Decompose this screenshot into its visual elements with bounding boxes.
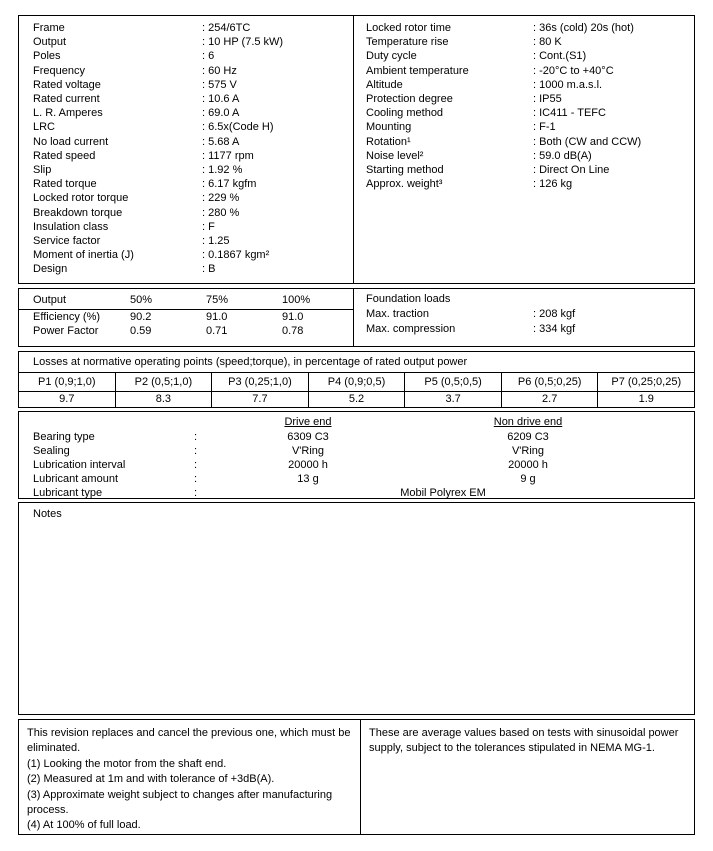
bearing-label: Bearing type <box>33 431 95 443</box>
spec-value: : 36s (cold) 20s (hot) <box>533 22 634 34</box>
performance-header-cell: 100% <box>282 294 311 306</box>
foundation-row <box>366 322 694 337</box>
bearing-row <box>19 444 694 458</box>
spec-label: Rated torque <box>33 178 97 191</box>
losses-value-cell: 7.7 <box>212 392 309 407</box>
spec-value: : F <box>202 220 215 233</box>
bearing-header-spacer <box>194 415 223 430</box>
losses-value-cell: 2.7 <box>502 392 599 407</box>
losses-value-cell: 9.7 <box>19 392 116 407</box>
performance-row <box>19 310 353 324</box>
spec-section <box>18 15 695 284</box>
spec-label: LRC <box>33 121 56 134</box>
bearing-value-non-drive-end: 20000 h <box>508 459 548 471</box>
bearing-colon: : <box>194 473 198 485</box>
footer-paragraph: These are average values based on tests with sinusoidal power supply, subject to the tolerances stipulated in NEMA MG-1. <box>369 727 679 755</box>
spec-value: : 575 V <box>202 78 237 91</box>
spec-value: : 254/6TC <box>202 22 251 34</box>
spec-row <box>366 163 694 177</box>
spec-label: Approx. weight³ <box>366 178 443 191</box>
performance-header-cell: 50% <box>130 294 153 306</box>
footer-paragraph: This revision replaces and cancel the previous one, which must be eliminated. <box>27 727 351 755</box>
spec-value: : 59.0 dB(A) <box>533 149 592 162</box>
spec-value: : 6 <box>202 50 215 63</box>
spec-label: Moment of inertia (J) <box>33 249 134 262</box>
spec-row <box>33 177 353 191</box>
spec-value: : 69.0 A <box>202 107 240 120</box>
spec-label: No load current <box>33 135 109 148</box>
footer-tolerance-note <box>360 720 694 834</box>
performance-cell: 90.2 <box>130 311 152 323</box>
spec-value: : 6.5x(Code H) <box>202 121 274 134</box>
bearing-value-drive-end: 13 g <box>297 473 319 485</box>
notes-label: Notes <box>33 508 62 520</box>
spec-label: Altitude <box>366 78 403 91</box>
spec-row <box>33 35 353 49</box>
spec-row <box>33 64 353 78</box>
spec-column-left <box>19 16 353 283</box>
footer-section <box>18 719 695 835</box>
spec-value: : 229 % <box>202 192 240 205</box>
spec-value: : 60 Hz <box>202 64 237 77</box>
losses-header-row <box>19 373 694 392</box>
spec-value: : 6.17 kgfm <box>202 178 257 191</box>
losses-header-cell: P5 (0,5;0,5) <box>405 373 502 391</box>
bearing-column-header-non-drive-end: Non drive end <box>493 416 563 428</box>
spec-row <box>366 149 694 163</box>
spec-label: Locked rotor time <box>366 22 451 34</box>
performance-cell: Power Factor <box>33 325 99 337</box>
performance-cell: 0.71 <box>206 325 228 337</box>
spec-row <box>33 191 353 205</box>
spec-column-right <box>353 16 694 283</box>
spec-value: : 126 kg <box>533 178 573 191</box>
bearing-row <box>19 430 694 444</box>
spec-row <box>33 220 353 234</box>
spec-row <box>366 120 694 134</box>
bearing-value-lubricant-type: Mobil Polyrex EM <box>400 487 486 499</box>
bearing-colon: : <box>194 459 198 471</box>
foundation-value: : 334 kgf <box>533 322 576 335</box>
bearing-label: Lubricant type <box>33 487 103 499</box>
losses-value-cell: 1.9 <box>638 393 654 405</box>
bearing-row <box>19 472 694 486</box>
spec-value: : -20°C to +40°C <box>533 64 614 77</box>
spec-value: : 5.68 A <box>202 135 240 148</box>
spec-row <box>33 21 353 35</box>
bearing-label: Sealing <box>33 445 70 457</box>
losses-section <box>18 351 695 408</box>
spec-value: : F-1 <box>533 121 556 134</box>
bearing-header-spacer <box>19 415 194 430</box>
spec-row <box>33 262 353 276</box>
datasheet-body <box>18 15 695 835</box>
spec-row <box>366 92 694 106</box>
performance-header-cell: Output <box>33 294 67 306</box>
foundation-value: : 208 kgf <box>533 308 576 320</box>
footer-paragraph: (1) Looking the motor from the shaft end. <box>27 757 227 770</box>
spec-value: : 10 HP (7.5 kW) <box>202 36 284 49</box>
foundation-label: Max. compression <box>366 322 456 335</box>
losses-value-row <box>19 392 694 407</box>
spec-row <box>33 49 353 63</box>
spec-value: : 1.92 % <box>202 164 243 177</box>
spec-label: Frequency <box>33 64 85 77</box>
bearing-header-row <box>19 415 694 430</box>
footer-paragraph: (3) Approximate weight subject to changes after manufacturing process. <box>27 788 333 817</box>
spec-row <box>33 248 353 262</box>
losses-value-cell: 3.7 <box>405 392 502 407</box>
spec-label: Slip <box>33 164 52 177</box>
bearing-section <box>18 411 695 499</box>
bearing-colon: : <box>194 445 198 457</box>
performance-table <box>19 289 353 346</box>
spec-value: : 1000 m.a.s.l. <box>533 78 603 91</box>
footer-paragraph: (4) At 100% of full load. <box>27 819 141 832</box>
foundation-label: Max. traction <box>366 308 429 320</box>
spec-value: : B <box>202 263 216 276</box>
spec-row <box>366 49 694 63</box>
performance-cell: 91.0 <box>206 311 228 323</box>
spec-row <box>366 21 694 35</box>
spec-row <box>33 234 353 248</box>
spec-label: Poles <box>33 50 61 63</box>
notes-section <box>18 502 695 715</box>
bearing-label: Lubrication interval <box>33 459 126 471</box>
foundation-loads <box>353 289 694 346</box>
performance-cell: Efficiency (%) <box>33 311 101 323</box>
performance-row <box>19 324 353 338</box>
spec-label: Service factor <box>33 235 101 248</box>
spec-value: : 0.1867 kgm² <box>202 249 270 262</box>
footer-revision-notes <box>19 720 360 834</box>
losses-value-cell: 5.2 <box>309 392 406 407</box>
spec-label: L. R. Amperes <box>33 107 103 120</box>
spec-value: : IP55 <box>533 93 562 106</box>
performance-section <box>18 288 695 347</box>
spec-row <box>366 35 694 49</box>
bearing-row-lubricant-type <box>19 486 694 500</box>
performance-cell: 0.78 <box>282 325 304 337</box>
spec-row <box>33 206 353 220</box>
performance-header-row <box>19 291 353 310</box>
spec-value: : 280 % <box>202 206 240 219</box>
spec-row <box>33 135 353 149</box>
spec-label: Breakdown torque <box>33 206 123 219</box>
spec-label: Starting method <box>366 164 444 177</box>
bearing-value-non-drive-end: V'Ring <box>511 445 545 457</box>
spec-label: Output <box>33 36 67 49</box>
foundation-title: Foundation loads <box>366 293 451 305</box>
spec-row <box>366 135 694 149</box>
spec-label: Ambient temperature <box>366 64 469 77</box>
losses-header-cell: P6 (0,5;0,25) <box>502 373 599 391</box>
spec-value: : 1177 rpm <box>202 149 254 162</box>
spec-label: Locked rotor torque <box>33 192 129 205</box>
spec-value: : 10.6 A <box>202 93 240 106</box>
spec-row <box>33 106 353 120</box>
footer-paragraph: (2) Measured at 1m and with tolerance of +3dB(A). <box>27 773 275 786</box>
losses-header-cell: P2 (0,5;1,0) <box>116 373 213 391</box>
spec-value: : Direct On Line <box>533 164 610 177</box>
losses-header-cell: P4 (0,9;0,5) <box>309 373 406 391</box>
bearing-row <box>19 458 694 472</box>
spec-label: Insulation class <box>33 220 109 233</box>
spec-row <box>366 177 694 191</box>
spec-label: Rotation¹ <box>366 135 411 148</box>
spec-label: Frame <box>33 22 65 34</box>
spec-row <box>366 64 694 78</box>
spec-row <box>33 92 353 106</box>
bearing-value-drive-end: 20000 h <box>288 459 328 471</box>
bearing-value-drive-end: 6309 C3 <box>287 431 329 443</box>
spec-label: Rated speed <box>33 149 96 162</box>
spec-value: : IC411 - TEFC <box>533 107 606 120</box>
spec-value: : Cont.(S1) <box>533 50 587 63</box>
spec-label: Duty cycle <box>366 50 417 63</box>
spec-row <box>33 78 353 92</box>
losses-header-cell: P1 (0,9;1,0) <box>19 373 116 391</box>
losses-value-cell: 8.3 <box>116 392 213 407</box>
losses-header-cell: P3 (0,25;1,0) <box>212 373 309 391</box>
bearing-colon: : <box>194 487 198 499</box>
performance-header-cell: 75% <box>206 294 229 306</box>
bearing-column-header-drive-end: Drive end <box>284 416 332 428</box>
bearing-value-non-drive-end: 9 g <box>520 473 536 485</box>
losses-title: Losses at normative operating points (speed;torque), in percentage of rated output power <box>19 352 694 373</box>
spec-row <box>366 78 694 92</box>
foundation-row <box>366 307 694 322</box>
spec-row <box>33 149 353 163</box>
bearing-colon: : <box>194 431 198 443</box>
spec-label: Temperature rise <box>366 36 449 49</box>
spec-value: : 1.25 <box>202 235 230 248</box>
performance-cell: 91.0 <box>282 311 304 323</box>
spec-label: Rated voltage <box>33 78 101 91</box>
spec-label: Mounting <box>366 121 412 134</box>
spec-row <box>33 120 353 134</box>
bearing-label: Lubricant amount <box>33 473 118 485</box>
spec-label: Protection degree <box>366 93 453 106</box>
bearing-value-drive-end: V'Ring <box>291 445 325 457</box>
spec-label: Cooling method <box>366 107 444 120</box>
spec-label: Rated current <box>33 93 100 106</box>
spec-value: : 80 K <box>533 36 562 49</box>
spec-row <box>366 106 694 120</box>
spec-label: Design <box>33 263 68 276</box>
spec-label: Noise level² <box>366 149 424 162</box>
spec-value: : Both (CW and CCW) <box>533 135 642 148</box>
losses-header-cell: P7 (0,25;0,25) <box>611 376 682 388</box>
spec-row <box>33 163 353 177</box>
bearing-value-non-drive-end: 6209 C3 <box>507 431 549 443</box>
performance-cell: 0.59 <box>130 325 152 337</box>
